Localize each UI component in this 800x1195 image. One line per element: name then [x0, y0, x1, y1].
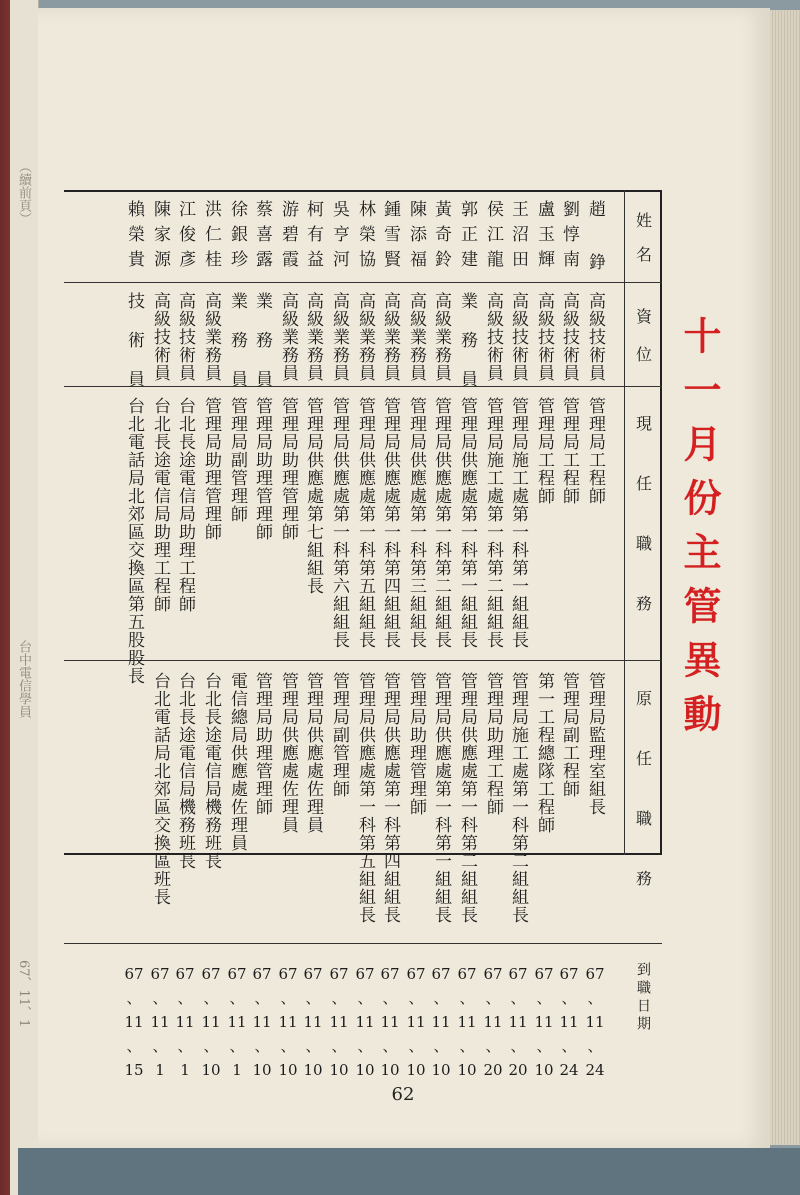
- row-current-post: 管理局供應處第一科第四組組長: [380, 397, 400, 649]
- left-page-fragment: 台中電信學員: [16, 640, 31, 718]
- row-name: 江俊彥: [175, 200, 195, 275]
- row-qualification: 業 務 員: [252, 292, 272, 388]
- row-start-date: 67 、 11 、 10: [406, 965, 426, 1079]
- section-divider: [64, 660, 662, 661]
- row-qualification: 高級業務員: [278, 292, 298, 382]
- row-start-date: 67 、 11 、 10: [380, 965, 400, 1079]
- previous-page-edge: [10, 0, 39, 1195]
- row-qualification: 技 術 員: [124, 292, 144, 388]
- row-current-post: 管理局工程師: [585, 397, 605, 505]
- row-start-date: 67 、 11 、 1: [175, 965, 195, 1079]
- row-name: 蔡喜露: [252, 200, 272, 275]
- row-name: 陳添福: [406, 200, 426, 275]
- row-name: 鍾雪賢: [380, 200, 400, 275]
- row-current-post: 管理局工程師: [534, 397, 554, 505]
- row-former-post: 管理局監理室組長: [585, 672, 605, 816]
- row-current-post: 管理局供應處第一科第五組組長: [355, 397, 375, 649]
- row-current-post: 管理局施工處第一科第二組組長: [483, 397, 503, 649]
- row-former-post: 管理局供應處第一科第四組組長: [380, 672, 400, 924]
- header-start-date: 到職日期: [635, 962, 651, 1034]
- header-qualification: 資位: [633, 308, 653, 384]
- row-start-date: 67 、 11 、 10: [355, 965, 375, 1079]
- row-start-date: 67 、 11 、 1: [150, 965, 170, 1079]
- header-current-post: 現任職務: [633, 415, 653, 655]
- row-start-date: 67 、 11 、 10: [534, 965, 554, 1079]
- table-top-border: [64, 190, 662, 192]
- row-qualification: 高級技術員: [559, 292, 579, 382]
- row-name: 游碧霞: [278, 200, 298, 275]
- row-start-date: 67 、 11 、 24: [559, 965, 579, 1079]
- row-qualification: 高級業務員: [201, 292, 221, 382]
- row-start-date: 67 、 11 、 20: [508, 965, 528, 1079]
- row-name: 柯有益: [303, 200, 323, 275]
- row-start-date: 67 、 11 、 1: [227, 965, 247, 1079]
- row-current-post: 管理局供應處第一科第二組組長: [431, 397, 451, 649]
- row-start-date: 67 、 11 、 20: [483, 965, 503, 1079]
- row-qualification: 高級業務員: [431, 292, 451, 382]
- row-former-post: 台北電話局北郊區交換區班長: [150, 672, 170, 906]
- header-name: 姓名: [633, 212, 653, 280]
- header-former-post: 原任職務: [633, 690, 653, 930]
- row-start-date: 67 、 11 、 10: [278, 965, 298, 1079]
- row-current-post: 管理局副管理師: [227, 397, 247, 523]
- row-start-date: 67 、 11 、 15: [124, 965, 144, 1079]
- row-qualification: 高級技術員: [508, 292, 528, 382]
- row-former-post: 管理局助理工程師: [483, 672, 503, 816]
- row-name: 郭正建: [457, 200, 477, 275]
- row-former-post: 管理局供應處第一科第一組組長: [431, 672, 451, 924]
- row-current-post: 管理局供應處第七組組長: [303, 397, 323, 595]
- row-qualification: 業 務 員: [227, 292, 247, 388]
- left-page-fragment: （續前頁）: [16, 160, 31, 225]
- row-name: 陳家源: [150, 200, 170, 275]
- row-start-date: 67 、 11 、 24: [585, 965, 605, 1079]
- row-name: 洪仁桂: [201, 200, 221, 275]
- row-start-date: 67 、 11 、 10: [252, 965, 272, 1079]
- page-number: 62: [391, 1084, 415, 1105]
- section-divider: [64, 943, 662, 944]
- row-start-date: 67 、 11 、 10: [431, 965, 451, 1079]
- row-name: 林榮協: [355, 200, 375, 275]
- row-current-post: 管理局施工處第一科第一組組長: [508, 397, 528, 649]
- background-surface: [18, 1148, 800, 1195]
- row-current-post: 台北電話局北郊區交換區第五股股長: [124, 397, 144, 685]
- row-former-post: 管理局施工處第一科第二組組長: [508, 672, 528, 924]
- row-name: 趙 錚: [585, 200, 605, 278]
- row-former-post: 管理局供應處第一科第二組組長: [457, 672, 477, 924]
- row-former-post: 管理局助理管理師: [406, 672, 426, 816]
- row-name: 劉惇南: [559, 200, 579, 275]
- row-name: 盧玉輝: [534, 200, 554, 275]
- row-former-post: 管理局副工程師: [559, 672, 579, 798]
- row-former-post: 第一工程總隊工程師: [534, 672, 554, 834]
- row-former-post: 管理局供應處佐理員: [278, 672, 298, 834]
- row-qualification: 高級業務員: [380, 292, 400, 382]
- left-page-fragment: 67、11、1: [16, 960, 31, 1028]
- row-qualification: 高級技術員: [534, 292, 554, 382]
- page-title: 十一月份主管異動: [677, 316, 722, 748]
- row-qualification: 高級業務員: [406, 292, 426, 382]
- row-name: 侯江龍: [483, 200, 503, 275]
- row-current-post: 管理局工程師: [559, 397, 579, 505]
- row-qualification: 高級業務員: [355, 292, 375, 382]
- page-stack-edge: [770, 10, 800, 1145]
- row-name: 賴榮貴: [124, 200, 144, 275]
- row-current-post: 台北長途電信局助理工程師: [150, 397, 170, 613]
- row-start-date: 67 、 11 、 10: [303, 965, 323, 1079]
- row-qualification: 高級業務員: [329, 292, 349, 382]
- row-qualification: 高級技術員: [175, 292, 195, 382]
- row-qualification: 業 務 員: [457, 292, 477, 388]
- row-name: 黃奇鈴: [431, 200, 451, 275]
- section-divider: [64, 282, 662, 283]
- row-name: 徐銀珍: [227, 200, 247, 275]
- row-start-date: 67 、 11 、 10: [329, 965, 349, 1079]
- row-qualification: 高級技術員: [585, 292, 605, 382]
- row-former-post: 台北長途電信局機務班長: [201, 672, 221, 870]
- row-qualification: 高級技術員: [150, 292, 170, 382]
- row-current-post: 台北長途電信局助理工程師: [175, 397, 195, 613]
- row-former-post: 管理局助理管理師: [252, 672, 272, 816]
- row-current-post: 管理局助理管理師: [252, 397, 272, 541]
- row-qualification: 高級技術員: [483, 292, 503, 382]
- row-start-date: 67 、 11 、 10: [457, 965, 477, 1079]
- row-name: 吳亨河: [329, 200, 349, 275]
- row-current-post: 管理局助理管理師: [278, 397, 298, 541]
- row-current-post: 管理局供應處第一科第一組組長: [457, 397, 477, 649]
- row-current-post: 管理局助理管理師: [201, 397, 221, 541]
- row-former-post: 管理局副管理師: [329, 672, 349, 798]
- row-former-post: 管理局供應處第一科第五組組長: [355, 672, 375, 924]
- row-former-post: 台北長途電信局機務班長: [175, 672, 195, 870]
- row-start-date: 67 、 11 、 10: [201, 965, 221, 1079]
- row-former-post: 管理局供應處佐理員: [303, 672, 323, 834]
- row-former-post: 電信總局供應處佐理員: [227, 672, 247, 852]
- row-current-post: 管理局供應處第一科第三組組長: [406, 397, 426, 649]
- section-divider: [64, 386, 662, 387]
- row-name: 王沼田: [508, 200, 528, 275]
- row-current-post: 管理局供應處第一科第六組組長: [329, 397, 349, 649]
- row-qualification: 高級業務員: [303, 292, 323, 382]
